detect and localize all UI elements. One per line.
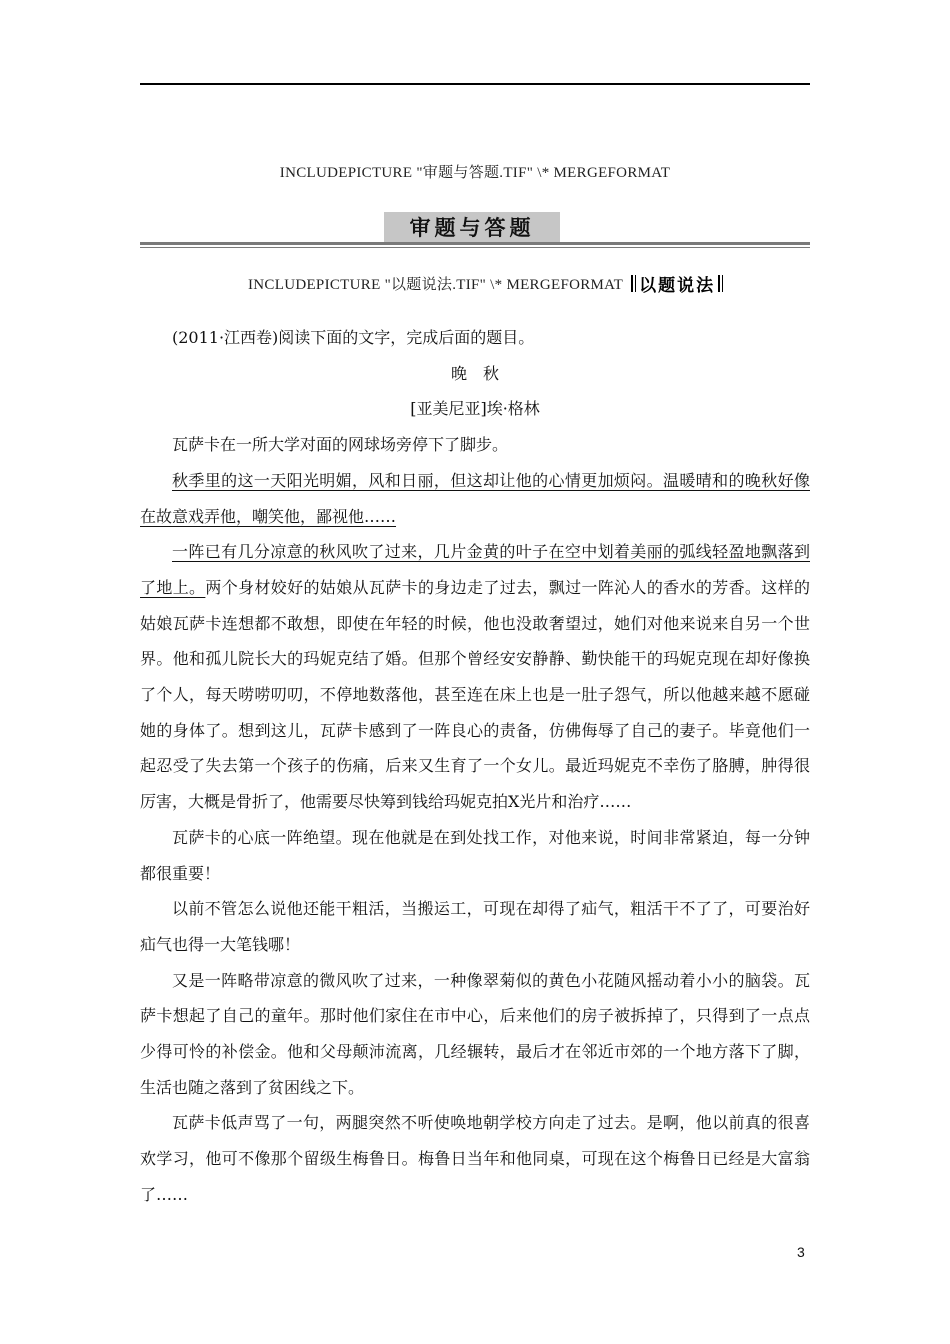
field-code-tag: INCLUDEPICTURE "以题说法.TIF" \* MERGEFORMAT xyxy=(248,277,624,293)
header-rule xyxy=(140,83,810,85)
page-number: 3 xyxy=(797,1244,805,1260)
underlined-passage-2: 一阵已有几分凉意的秋风吹了过来，几片金黄的叶子在空中划着美丽的弧线轻盈地飘落到了地上。 xyxy=(140,542,810,597)
paragraph-4: 瓦萨卡的心底一阵绝望。现在他就是在到处找工作，对他来说，时间非常紧迫，每一分钟都很重要！ xyxy=(140,827,810,883)
paragraph-5: 以前不管怎么说他还能干粗活，当搬运工，可现在却得了疝气，粗活干不了了，可要治好疝气也得一大笔钱哪！ xyxy=(140,899,810,954)
tag-left-bar xyxy=(631,275,636,292)
subsection-header xyxy=(248,271,726,296)
tag-label: 以题说法 xyxy=(639,276,716,296)
banner-title: 审题与答题 xyxy=(409,216,535,240)
section-banner xyxy=(384,212,560,242)
paragraph-1: 瓦萨卡在一所大学对面的网球场旁停下了脚步。 xyxy=(172,435,509,455)
paragraph-7: 瓦萨卡低声骂了一句，两腿突然不听使唤地朝学校方向走了过去。是啊，他以前真的很喜欢学习，他可不像那个留级生梅鲁日。梅鲁日当年和他同桌，可现在这个梅鲁日已经是大富翁了…… xyxy=(140,1113,810,1204)
underlined-passage-1: 秋季里的这一天阳光明媚，风和日丽，但这却让他的心情更加烦闷。温暖晴和的晚秋好像在故意戏弄他，嘲笑他，鄙视他…… xyxy=(140,470,810,526)
intro-paragraph: (2011·江西卷)阅读下面的文字，完成后面的题目。 xyxy=(172,328,535,347)
banner-rule-thin xyxy=(140,247,810,248)
field-code-banner: INCLUDEPICTURE "审题与答题.TIF" \* MERGEFORMAT xyxy=(279,165,671,181)
paragraph-3 xyxy=(140,534,810,820)
paragraph-6: 又是一阵略带凉意的微风吹了过来，一种像翠菊似的黄色小花随风摇动着小小的脑袋。瓦萨卡想起了自己的童年。那时他们家住在市中心，后来他们的房子被拆掉了，只得到了一点点少得可怜的补偿金。他和父母颠沛流离，几经辗转，最后才在邻近市郊的一个地方落下了脚，生活也随之落到了贫困线之下。 xyxy=(140,970,810,1097)
paragraph-3-rest: 两个身材姣好的姑娘从瓦萨卡的身边走了过去，飘过一阵沁人的香水的芳香。这样的姑娘瓦萨卡连想都不敢想，即使在年轻的时候，他也没敢奢望过，她们对他来说来自另一个世界。他和孤儿院长大的玛妮克结了婚。但那个曾经安安静静、勤快能干的玛妮克现在却好像换了个人，每天唠唠叨叨，不停地数落他，甚至连在床上也是一肚子怨气，所以他越来越不愿碰她的身体了。想到这儿，瓦萨卡感到了一阵良心的责备，仿佛侮辱了自己的妻子。毕竟他们一起忍受了失去第一个孩子的伤痛，后来又生育了一个女儿。最近玛妮克不幸伤了胳膊，肿得很厉害，大概是骨折了，他需要尽快筹到钱给玛妮克拍X光片和治疗…… xyxy=(140,577,810,812)
story-title: 晚 秋 xyxy=(450,363,499,383)
banner-rule-thick xyxy=(140,242,810,245)
paragraph-2 xyxy=(140,463,810,534)
tag-right-bar xyxy=(718,275,723,292)
document-body xyxy=(140,320,810,1213)
story-author: [亚美尼亚]埃·格林 xyxy=(410,399,540,419)
subsection-tag xyxy=(628,271,726,296)
